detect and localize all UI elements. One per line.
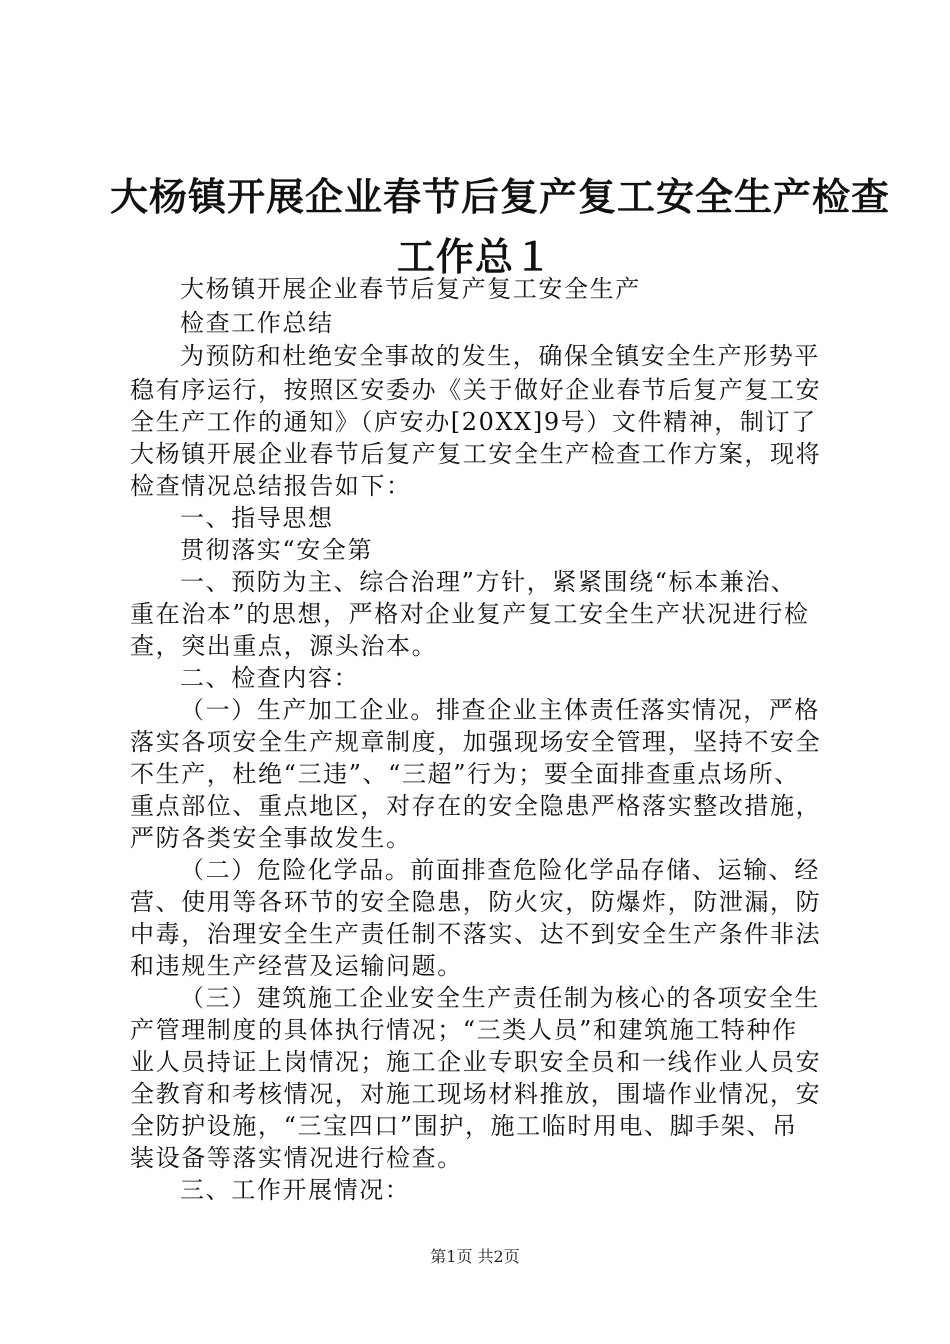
body-text-line: 二、检查内容： [180, 664, 360, 692]
body-text-line: 大杨镇开展企业春节后复产复工安全生产检查工作方案，现将 [130, 440, 822, 468]
body-text-line: 全教育和考核情况，对施工现场材料推放，围墙作业情况，安 [130, 1080, 822, 1108]
body-text-line: 严防各类安全事故发生。 [130, 824, 412, 852]
body-text-line: 营、使用等各环节的安全隐患，防火灾，防爆炸，防泄漏，防 [130, 888, 822, 916]
body-text-line: 和违规生产经营及运输问题。 [130, 952, 463, 980]
body-text-line: 重点部位、重点地区，对存在的安全隐患严格落实整改措施， [130, 792, 822, 820]
body-text-line: 贯彻落实“安全第 [180, 536, 374, 564]
body-text-line: 一、指导思想 [180, 504, 334, 532]
body-text-line: 重在治本”的思想，严格对企业复产复工安全生产状况进行检 [130, 600, 810, 628]
body-text-line: 产管理制度的具体执行情况；“三类人员”和建筑施工特种作 [130, 1016, 798, 1044]
document-title-line-2: 工作总１ [396, 234, 553, 279]
document-title-line-1: 大杨镇开展企业春节后复产复工安全生产检查 [110, 174, 891, 219]
body-text-line: 全防护设施，“三宝四口”围护，施工临时用电、脚手架、吊 [130, 1112, 798, 1140]
body-text-line: （一）生产加工企业。排查企业主体责任落实情况，严格 [180, 696, 820, 724]
body-text-line: 稳有序运行，按照区安委办《关于做好企业春节后复产复工安 [130, 376, 822, 404]
body-text-line: （二）危险化学品。前面排查危险化学品存储、运输、经 [180, 856, 820, 884]
page-footer: 第1页 共2页 [430, 1247, 520, 1266]
body-text-line: 检查情况总结报告如下： [130, 472, 412, 500]
body-text-line: 装设备等落实情况进行检查。 [130, 1144, 463, 1172]
body-text-line: 全生产工作的通知》（庐安办[20XX]9号）文件精神，制订了 [130, 408, 817, 436]
body-text-line: 为预防和杜绝安全事故的发生，确保全镇安全生产形势平 [180, 342, 820, 370]
body-text-line: 落实各项安全生产规章制度，加强现场安全管理，坚持不安全 [130, 728, 822, 756]
body-text-line: 不生产，杜绝“三违”、“三超”行为；要全面排查重点场所、 [130, 760, 800, 788]
body-text-line: 一、预防为主、综合治理”方针，紧紧围绕“标本兼治、 [180, 568, 797, 596]
body-text-line: 三、工作开展情况： [180, 1176, 411, 1204]
body-text-line: 检查工作总结 [180, 309, 334, 337]
body-text-line: 大杨镇开展企业春节后复产复工安全生产 [180, 275, 641, 303]
body-text-line: （三）建筑施工企业安全生产责任制为核心的各项安全生 [180, 984, 820, 1012]
body-text-line: 查，突出重点，源头治本。 [130, 632, 438, 660]
body-text-line: 业人员持证上岗情况；施工企业专职安全员和一线作业人员安 [130, 1048, 822, 1076]
body-text-line: 中毒，治理安全生产责任制不落实、达不到安全生产条件非法 [130, 920, 822, 948]
